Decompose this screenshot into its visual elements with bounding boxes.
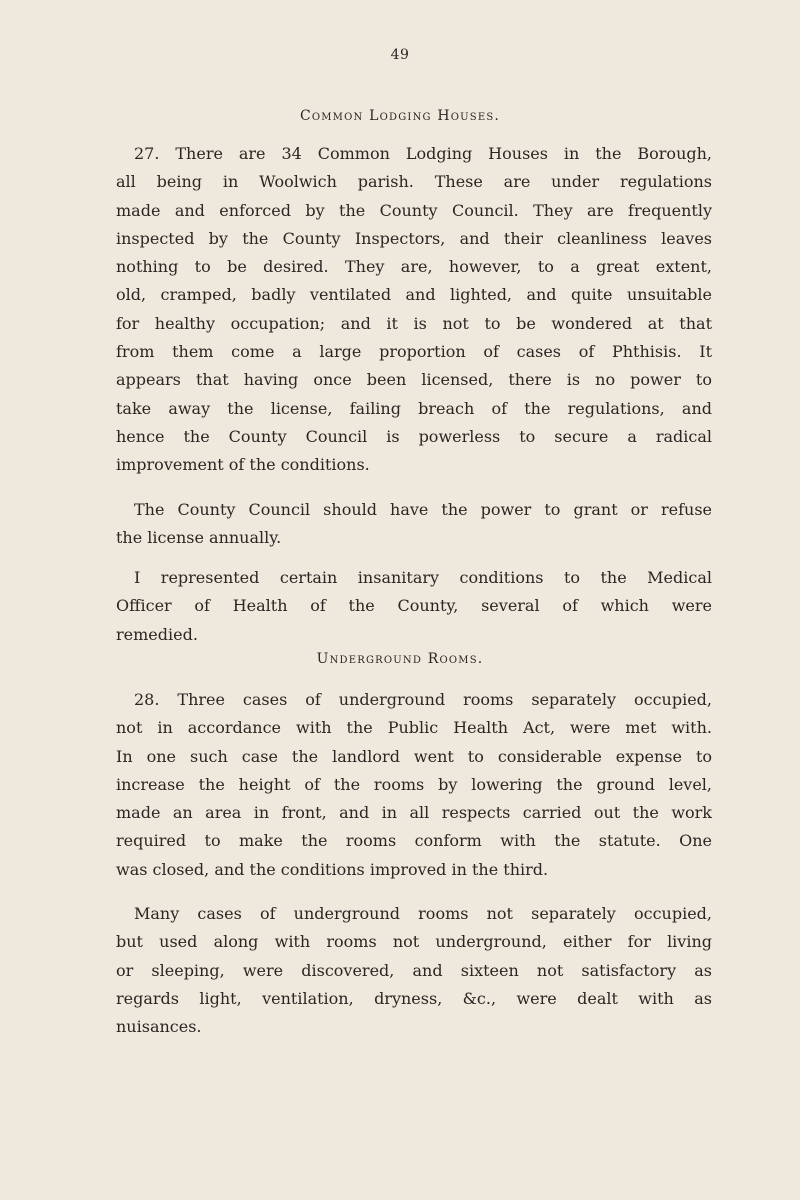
text-line: made and enforced by the County Council. They are frequently [116, 200, 712, 220]
text-line: nuisances. [116, 1017, 202, 1037]
text-line: appears that having once been licensed, there is no power to [116, 370, 712, 390]
text-line: 27. There are 34 Common Lodging Houses in the Borough, [134, 144, 712, 163]
paragraph-28 [116, 686, 712, 884]
text-line: take away the license, failing breach of the regulations, and [116, 398, 712, 418]
paragraph-insanitary-conditions [116, 564, 712, 649]
text-line: all being in Woolwich parish. These are under regulations [116, 172, 712, 192]
text-line: hence the County Council is powerless to secure a radical [116, 426, 712, 446]
text-line: nothing to be desired. They are, however, to a great extent, [116, 257, 712, 277]
text-line: made an area in front, and in all respects carried out the work [116, 803, 712, 823]
text-line: inspected by the County Inspectors, and their cleanliness leaves [116, 228, 712, 248]
section-heading-common-lodging-houses: Common Lodging Houses. [299, 108, 501, 124]
paragraph-county-council-power [116, 496, 712, 553]
paragraph-many-cases [116, 900, 712, 1041]
text-line: In one such case the landlord went to considerable expense to [116, 746, 712, 766]
paragraph-27 [116, 140, 712, 480]
text-line: remedied. [116, 624, 198, 644]
text-line: 28. Three cases of underground rooms separately occupied, [134, 690, 712, 709]
text-line: old, cramped, badly ventilated and lighted, and quite unsuitable [116, 285, 712, 305]
text-line: from them come a large proportion of cases of Phthisis. It [116, 342, 712, 362]
text-line: required to make the rooms conform with the statute. One [116, 831, 712, 851]
text-line: the license annually. [116, 528, 282, 548]
text-line: was closed, and the conditions improved in the third. [116, 859, 549, 879]
text-line: for healthy occupation; and it is not to be wondered at that [116, 313, 712, 333]
text-line: regards light, ventilation, dryness, &c., were dealt with as [116, 988, 712, 1008]
text-line: I represented certain insanitary conditions to the Medical [134, 568, 712, 587]
section-heading-underground-rooms: Underground Rooms. [316, 651, 484, 667]
text-line: or sleeping, were discovered, and sixteen not satisfactory as [116, 960, 712, 980]
text-line: not in accordance with the Public Health Act, were met with. [116, 718, 712, 738]
page-number: 49 [390, 47, 410, 63]
text-line: Many cases of underground rooms not separately occupied, [134, 904, 712, 923]
text-line: Officer of Health of the County, several of which were [116, 596, 712, 616]
text-line: improvement of the conditions. [116, 455, 370, 475]
text-line: but used along with rooms not underground, either for living [116, 932, 712, 952]
text-line: The County Council should have the power to grant or refuse [134, 500, 712, 519]
text-line: increase the height of the rooms by lowering the ground level, [116, 774, 712, 794]
